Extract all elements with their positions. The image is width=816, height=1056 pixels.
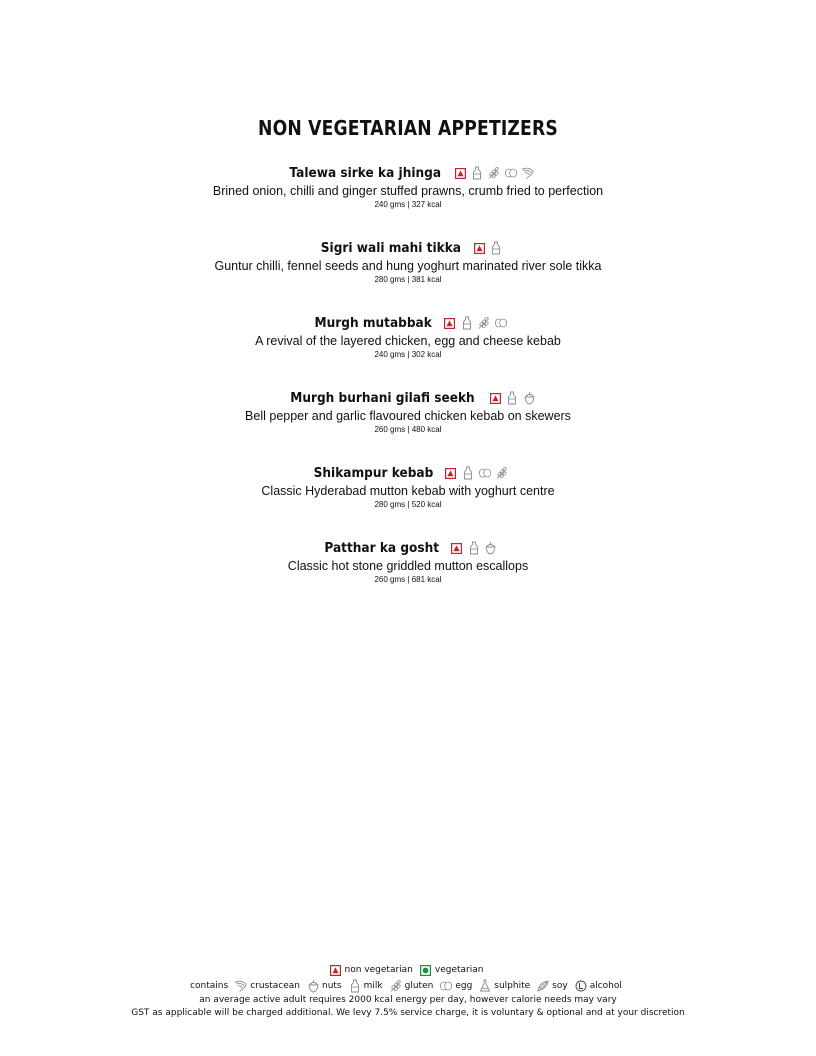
dish-description: Guntur chilli, fennel seeds and hung yoghurt marinated river sole tikka — [214, 259, 602, 273]
dish-portion-calories: 240 gms | 302 kcal — [374, 350, 442, 359]
dish-item — [0, 462, 816, 537]
dish-item — [0, 237, 816, 312]
milk-icon — [489, 241, 503, 255]
allergen-label: alcohol — [589, 981, 622, 991]
egg-icon — [494, 316, 508, 330]
milk-icon — [348, 979, 362, 993]
nuts-icon — [484, 541, 498, 555]
non-veg-icon — [488, 391, 502, 405]
contains-label: contains — [190, 981, 229, 991]
dish-name-row — [0, 462, 816, 484]
milk-icon — [460, 316, 474, 330]
dish-description: Classic hot stone griddled mutton escallops — [287, 559, 529, 573]
soy-icon — [536, 979, 550, 993]
dish-portion-calories: 240 gms | 327 kcal — [374, 200, 442, 209]
egg-icon — [478, 466, 492, 480]
crustacean-icon — [521, 166, 535, 180]
dish-name: Talewa sirke ka jhinga — [289, 165, 441, 181]
dish-portion-calories: 260 gms | 480 kcal — [374, 425, 442, 434]
dish-allergen-icons — [472, 241, 503, 255]
veg-label: vegetarian — [434, 965, 484, 975]
allergen-label: milk — [363, 981, 383, 991]
dish-allergen-icons — [453, 166, 535, 180]
dish-item — [0, 162, 816, 237]
dish-description: A revival of the layered chicken, egg and cheese kebab — [255, 334, 561, 348]
dish-name: Shikampur kebab — [313, 465, 434, 481]
allergen-label: nuts — [322, 981, 342, 991]
nuts-icon — [306, 979, 320, 993]
crustacean-icon — [234, 979, 248, 993]
dish-allergen-icons — [443, 316, 508, 330]
non-veg-icon — [329, 963, 343, 977]
dish-name: Murgh mutabbak — [314, 315, 433, 331]
gluten-icon — [487, 166, 501, 180]
dish-name-row — [0, 537, 816, 559]
milk-icon — [470, 166, 484, 180]
dish-name-row — [0, 312, 816, 334]
dish-name: Sigri wali mahi tikka — [320, 240, 461, 256]
sulphite-icon — [478, 979, 492, 993]
dish-name-row — [0, 237, 816, 259]
egg-icon — [439, 979, 453, 993]
allergen-label: gluten — [404, 981, 434, 991]
legend — [0, 962, 816, 1020]
dish-name-row — [0, 387, 816, 409]
dish-description: Classic Hyderabad mutton kebab with yoghurt centre — [261, 484, 555, 498]
dish-name-row — [0, 162, 816, 184]
dish-portion-calories: 280 gms | 520 kcal — [374, 500, 442, 509]
gluten-icon — [495, 466, 509, 480]
dish-name: Patthar ka gosht — [324, 540, 440, 556]
tax-note: GST as applicable will be charged additional. We levy 7.5% service charge, it is voluntary & optional and at your discretion — [131, 1008, 685, 1018]
gluten-icon — [477, 316, 491, 330]
dish-allergen-icons — [488, 391, 536, 405]
milk-icon — [467, 541, 481, 555]
dish-portion-calories: 260 gms | 681 kcal — [374, 575, 442, 584]
nuts-icon — [522, 391, 536, 405]
milk-icon — [461, 466, 475, 480]
dish-name: Murgh burhani gilafi seekh — [289, 390, 475, 406]
energy-note: an average active adult requires 2000 kcal energy per day, however calorie needs may vary — [199, 995, 617, 1005]
non-veg-icon — [443, 316, 457, 330]
alcohol-icon — [574, 979, 588, 993]
page-title: NON VEGETARIAN APPETIZERS — [258, 116, 558, 140]
non-veg-icon — [472, 241, 486, 255]
gluten-icon — [389, 979, 403, 993]
allergen-label: crustacean — [250, 981, 300, 991]
dish-list — [0, 162, 816, 612]
dish-portion-calories: 280 gms | 381 kcal — [374, 275, 442, 284]
egg-icon — [504, 166, 518, 180]
allergen-label: sulphite — [494, 981, 531, 991]
dish-item — [0, 312, 816, 387]
dish-allergen-icons — [450, 541, 498, 555]
milk-icon — [505, 391, 519, 405]
dish-description: Bell pepper and garlic flavoured chicken kebab on skewers — [245, 409, 571, 423]
dish-description: Brined onion, chilli and ginger stuffed prawns, crumb fried to perfection — [212, 184, 604, 198]
non-veg-icon — [444, 466, 458, 480]
allergen-label: soy — [552, 981, 568, 991]
allergen-legend — [0, 978, 816, 994]
non-veg-icon — [450, 541, 464, 555]
dish-item — [0, 537, 816, 612]
diet-legend — [0, 962, 816, 978]
dish-item — [0, 387, 816, 462]
veg-icon — [419, 963, 433, 977]
non-veg-icon — [453, 166, 467, 180]
non-veg-label: non vegetarian — [344, 965, 413, 975]
allergen-label: egg — [455, 981, 473, 991]
dish-allergen-icons — [444, 466, 509, 480]
